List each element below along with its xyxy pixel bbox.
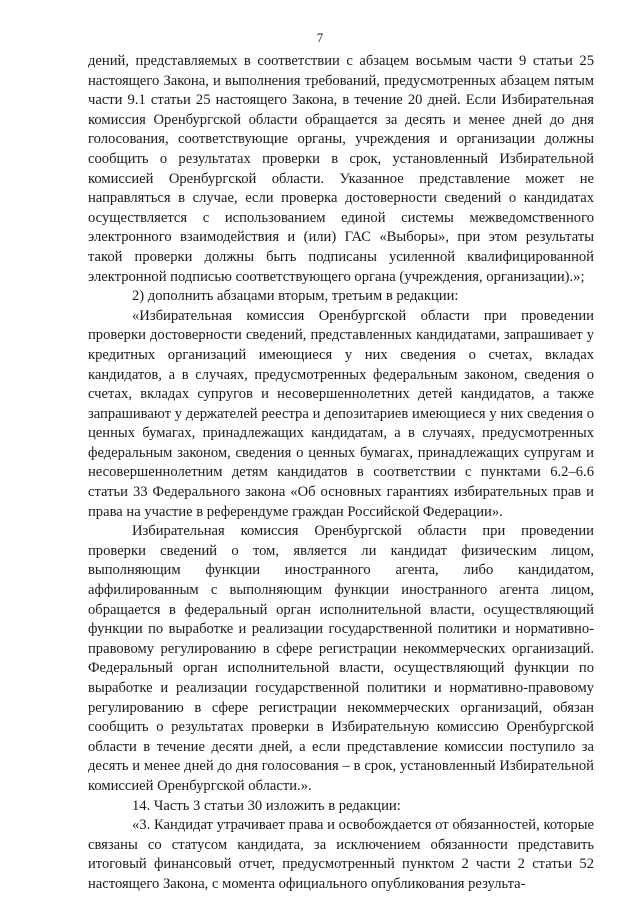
paragraph-continuation: дений, представляемых в соответствии с абзацем восьмым части 9 статьи 25 настоящего Закона, и выполнения требований, предусмотренных абзацем пятым части 9.1 статьи 25 настоящего Закона, в течение 20 дней. Если Избирательная комиссия Оренбургской области обращается за десять и менее дней до дня голосования, соответствующие органы, учреждения и организации должны сообщить о результатах проверки в срок, установленный Избирательной комиссией Оренбургской области. Указанное представление может не направляться в случае, если проверка достоверности сведений о кандидатах осуществляется с использованием единой системы межведомственного электронного взаимодействия и (или) ГАС «Выборы», при этом результаты такой проверки должны быть подписаны усиленной квалифицированной электронной подписью соответствующего органа (учреждения, организации).»; [88, 53, 594, 285]
document-body [88, 52, 594, 895]
paragraph-part-3: «3. Кандидат утрачивает права и освобождается от обязанностей, которые связаны со статусом кандидата, за исключением обязанности представить итоговый финансовый отчет, предусмотренный пунктом 2 части 2 статьи 52 настоящего Закона, с момента официального опубликования результа- [88, 817, 594, 892]
paragraph-item-14: 14. Часть 3 статьи 30 изложить в редакции: [132, 797, 401, 814]
paragraph-foreign-agent-verification: Избирательная комиссия Оренбургской области при проведении проверки сведений о том, является ли кандидат физическим лицом, выполняющим функции иностранного агента, либо кандидатом, аффилированным с выполняющим функции иностранного агента лицом, обращается в федеральный орган исполнительной власти, осуществляющий функции по выработке и реализации государственной политики и нормативно-правовому регулированию в сфере регистрации некоммерческих организаций. Федеральный орган исполнительной власти, осуществляющий функции по выработке и реализации государственной политики и нормативно-правовому регулированию в сфере регистрации некоммерческих организаций, обязан сообщить о результатах проверки в Избирательную комиссию Оренбургской области в течение десяти дней, а если представление комиссии поступило за десять и менее дней до дня голосования – в срок, установленный Избирательной комиссией Оренбургской области.». [88, 523, 594, 794]
page-number: 7 [316, 30, 324, 45]
paragraph-bank-verification: «Избирательная комиссия Оренбургской области при проведении проверки достоверности сведений, представленных кандидатами, запрашивает у кредитных организаций имеющиеся у них сведения о счетах, вкладах кандидатов, а в случаях, предусмотренных федеральным законом, сведения о счетах, вкладах супругов и несовершеннолетних детей кандидатов, а также запрашивают у держателей реестра и депозитариев имеющиеся у них сведения о ценных бумагах, принадлежащих кандидатам, а в случаях, предусмотренных федеральным законом, сведения о ценных бумагах, принадлежащих супругам и несовершеннолетним детям кандидатов в соответствии с пунктами 6.2–6.6 статьи 33 Федерального закона «Об основных гарантиях избирательных прав и права на участие в референдуме граждан Российской Федерации». [88, 307, 594, 520]
paragraph-item-2: 2) дополнить абзацами вторым, третьим в редакции: [132, 288, 459, 305]
